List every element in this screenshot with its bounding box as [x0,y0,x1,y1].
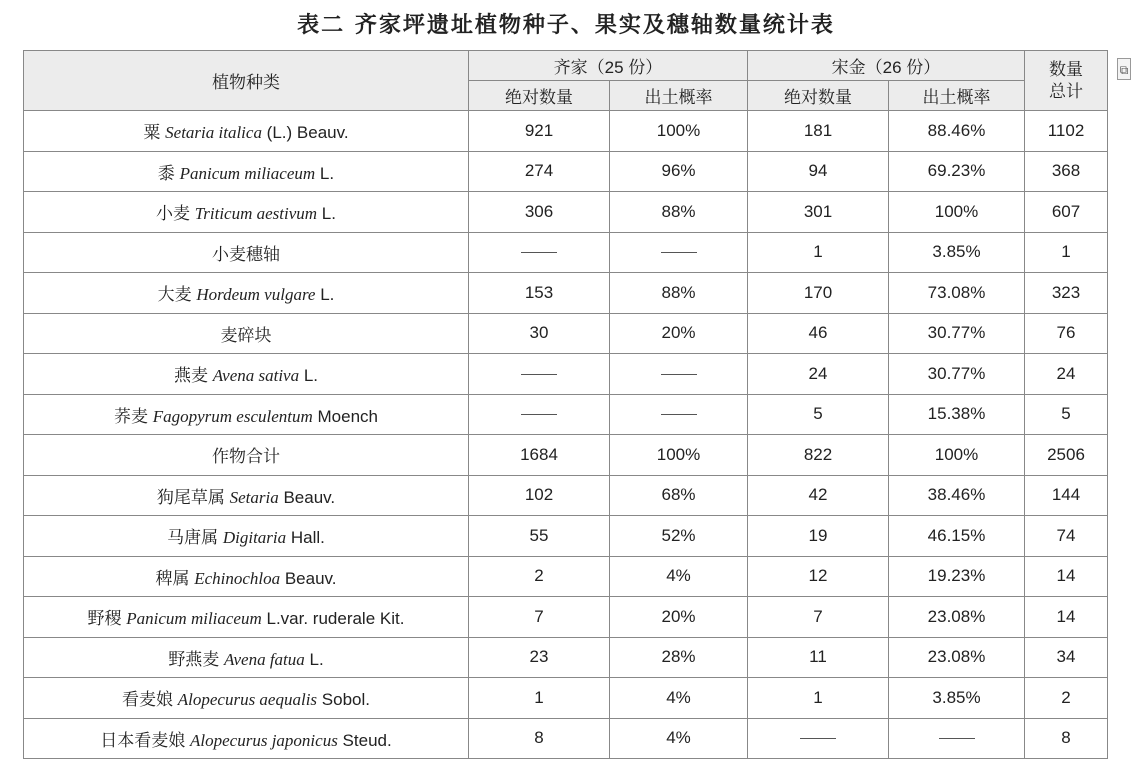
plant-name-latin: Panicum miliaceum [126,609,262,629]
qijia-probability: 20% [610,313,748,354]
qijia-probability: 88% [610,192,748,233]
empty-dash [661,414,697,415]
empty-dash [661,252,697,253]
plant-name-cn: 燕麦 [173,366,213,386]
table-title: 表二 齐家坪遗址植物种子、果实及穗轴数量统计表 [297,12,835,38]
qijia-probability [610,354,748,395]
songjin-probability: 19.23% [889,556,1025,597]
qijia-probability: 96% [610,151,748,192]
songjin-count: 822 [748,435,889,476]
plant-name [24,597,469,638]
plant-name-latin: Alopecurus japonicus [190,730,338,750]
songjin-count: 1 [748,232,889,273]
plant-name-latin: Triticum aestivum [194,204,318,224]
plant-name [24,637,469,678]
plant-name-author: L. [299,366,319,386]
qijia-count [469,354,610,395]
empty-dash [521,252,557,253]
qijia-probability: 88% [610,273,748,314]
table-row [24,232,1108,273]
plant-name [24,273,469,314]
songjin-count: 24 [748,354,889,395]
plant-name-author: L. [304,649,324,669]
header-site-songjin: 宋金（26 份） [748,51,1025,81]
songjin-count: 170 [748,273,889,314]
total-count: 76 [1025,313,1108,354]
table-row [24,678,1108,719]
empty-dash [521,374,557,375]
qijia-count [469,394,610,435]
empty-dash [939,738,975,739]
songjin-probability: 30.77% [889,354,1025,395]
songjin-probability: 23.08% [889,597,1025,638]
header-prob-b: 出土概率 [889,81,1025,111]
total-count: 2 [1025,678,1108,719]
qijia-count: 921 [469,111,610,152]
qijia-probability: 68% [610,475,748,516]
qijia-probability: 52% [610,516,748,557]
header-total: 数量 总计 [1025,51,1108,111]
qijia-count: 274 [469,151,610,192]
plant-name-cn: 小麦 [156,204,195,224]
total-count: 14 [1025,597,1108,638]
songjin-count: 5 [748,394,889,435]
plant-name-cn: 小麦穗轴 [212,244,280,264]
plant-name-latin: Avena sativa [212,366,300,386]
table-row [24,556,1108,597]
qijia-count: 55 [469,516,610,557]
plant-name-latin: Panicum miliaceum [179,163,316,183]
plant-name [24,678,469,719]
total-count: 1 [1025,232,1108,273]
table-row [24,597,1108,638]
songjin-count: 94 [748,151,889,192]
plant-name-latin: Alopecurus aequalis [177,690,318,710]
total-count: 5 [1025,394,1108,435]
table-row [24,516,1108,557]
table-row [24,718,1108,759]
songjin-count: 11 [748,637,889,678]
songjin-probability: 88.46% [889,111,1025,152]
plant-name [24,313,469,354]
qijia-count: 23 [469,637,610,678]
plant-name [24,354,469,395]
songjin-count: 7 [748,597,889,638]
plant-name-cn: 马唐属 [167,528,223,548]
header-site-qijia: 齐家（25 份） [469,51,748,81]
qijia-count: 1684 [469,435,610,476]
qijia-probability: 4% [610,556,748,597]
qijia-probability [610,232,748,273]
plant-name-latin: Avena fatua [224,649,305,669]
qijia-count: 153 [469,273,610,314]
songjin-probability: 15.38% [889,394,1025,435]
header-abs-count-b: 绝对数量 [748,81,889,111]
total-count: 368 [1025,151,1108,192]
table-row [24,637,1108,678]
plant-name-author: Moench [312,406,378,426]
qijia-count: 102 [469,475,610,516]
plant-name-cn: 大麦 [157,285,197,305]
songjin-count: 301 [748,192,889,233]
total-count: 24 [1025,354,1108,395]
songjin-count: 19 [748,516,889,557]
songjin-count: 12 [748,556,889,597]
qijia-count: 8 [469,718,610,759]
plant-name-latin: Fagopyrum esculentum [152,406,313,426]
songjin-count: 42 [748,475,889,516]
plant-name-cn: 荞麦 [114,406,153,426]
qijia-probability: 4% [610,678,748,719]
total-count: 34 [1025,637,1108,678]
plant-name-cn: 狗尾草属 [156,487,230,507]
songjin-probability: 30.77% [889,313,1025,354]
plant-name-author: L. [315,163,335,183]
qijia-probability: 20% [610,597,748,638]
qijia-count: 2 [469,556,610,597]
plant-name-latin: Digitaria [222,528,287,548]
songjin-probability: 46.15% [889,516,1025,557]
plant-name [24,111,469,152]
plant-name-author: Sobol. [317,690,370,710]
songjin-count: 1 [748,678,889,719]
plant-name [24,718,469,759]
plant-name [24,435,469,476]
empty-dash [661,374,697,375]
header-abs-count-a: 绝对数量 [469,81,610,111]
plant-name-cn: 稗属 [155,568,195,588]
qijia-probability: 4% [610,718,748,759]
qijia-count: 1 [469,678,610,719]
total-count: 144 [1025,475,1108,516]
total-count: 323 [1025,273,1108,314]
plant-name [24,475,469,516]
plant-name-latin: Setaria [229,487,279,507]
songjin-count: 46 [748,313,889,354]
plant-name-cn: 粟 [143,123,166,143]
plant-name-author: Beauv. [280,568,337,588]
plant-name-cn: 野稷 [87,609,127,629]
qijia-probability: 28% [610,637,748,678]
header-prob-a: 出土概率 [610,81,748,111]
table-row [24,192,1108,233]
total-count: 1102 [1025,111,1108,152]
plant-name-author: Hall. [286,528,325,548]
plant-name [24,151,469,192]
plant-name-cn: 黍 [157,163,180,183]
plant-name-author: L. [315,285,335,305]
empty-dash [521,414,557,415]
songjin-probability: 100% [889,192,1025,233]
total-count: 74 [1025,516,1108,557]
plant-name-latin: Setaria italica [165,123,262,143]
table-row [24,435,1108,476]
songjin-probability: 100% [889,435,1025,476]
expand-icon[interactable]: ⧉ [1117,58,1131,80]
songjin-probability: 69.23% [889,151,1025,192]
table-row [24,273,1108,314]
table-row [24,394,1108,435]
total-count: 14 [1025,556,1108,597]
qijia-probability: 100% [610,435,748,476]
qijia-count [469,232,610,273]
qijia-count: 30 [469,313,610,354]
table-row [24,111,1108,152]
plant-name-cn: 看麦娘 [122,690,178,710]
plant-name-cn: 日本看麦娘 [100,730,191,750]
plant-statistics-table [23,50,1108,759]
plant-name-latin: Echinochloa [194,568,281,588]
table-row [24,313,1108,354]
plant-name-cn: 作物合计 [212,447,280,467]
songjin-probability: 73.08% [889,273,1025,314]
plant-name [24,394,469,435]
qijia-probability: 100% [610,111,748,152]
songjin-probability: 3.85% [889,678,1025,719]
qijia-count: 306 [469,192,610,233]
table-row [24,354,1108,395]
empty-dash [800,738,836,739]
qijia-count: 7 [469,597,610,638]
songjin-count [748,718,889,759]
plant-name [24,232,469,273]
plant-name-author: Steud. [337,730,392,750]
songjin-probability: 38.46% [889,475,1025,516]
header-plant-type: 植物种类 [24,51,469,111]
plant-name [24,192,469,233]
total-count: 8 [1025,718,1108,759]
plant-name-author: (L.) Beauv. [261,123,349,143]
plant-name-latin: Hordeum vulgare [196,285,316,305]
plant-name [24,556,469,597]
plant-name-cn: 野燕麦 [168,649,225,669]
table-row [24,475,1108,516]
table-row [24,151,1108,192]
total-count: 607 [1025,192,1108,233]
plant-name-author: L.var. ruderale Kit. [261,609,405,629]
plant-name-cn: 麦碎块 [220,325,272,345]
plant-name-author: L. [317,204,336,224]
plant-name-author: Beauv. [278,487,336,507]
songjin-probability [889,718,1025,759]
songjin-count: 181 [748,111,889,152]
songjin-probability: 23.08% [889,637,1025,678]
total-count: 2506 [1025,435,1108,476]
qijia-probability [610,394,748,435]
plant-name [24,516,469,557]
songjin-probability: 3.85% [889,232,1025,273]
